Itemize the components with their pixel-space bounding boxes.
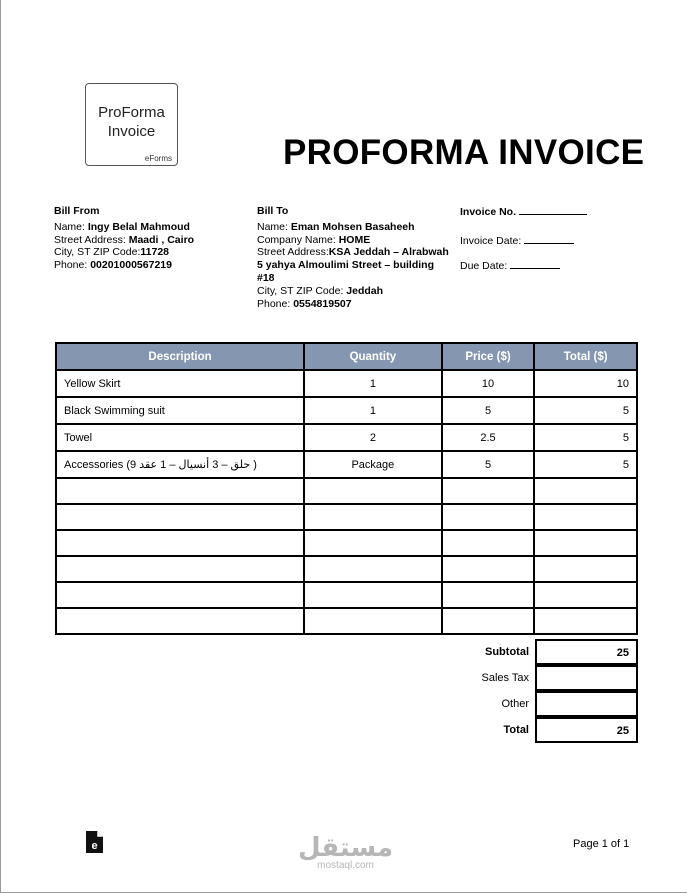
empty-cell[interactable]: [442, 608, 535, 634]
company-label: Company Name:: [257, 233, 339, 246]
logo-line-2: Invoice: [107, 123, 156, 140]
invoice-number-line: [460, 205, 587, 218]
empty-cell[interactable]: [442, 530, 535, 556]
watermark-arabic: مستقل: [298, 833, 394, 863]
table-row: [56, 451, 637, 478]
item-quantity[interactable]: 2: [304, 424, 442, 451]
empty-cell[interactable]: [304, 530, 442, 556]
total-value[interactable]: 25: [535, 717, 638, 743]
item-description[interactable]: Yellow Skirt: [56, 370, 304, 397]
item-description[interactable]: Black Swimming suit: [56, 397, 304, 424]
line-items-table: [55, 342, 638, 635]
phone-label: Phone:: [257, 297, 294, 310]
logo-tag: eForms: [144, 154, 172, 163]
bill-to-name: Eman Mohsen Basaheeh: [290, 220, 415, 233]
subtotal-value[interactable]: 25: [535, 639, 638, 665]
empty-table-row: [56, 478, 637, 504]
empty-cell[interactable]: [534, 504, 637, 530]
item-price[interactable]: 2.5: [442, 424, 535, 451]
item-total[interactable]: 5: [534, 424, 637, 451]
bill-from-name-line: [54, 221, 249, 234]
sales-tax-value[interactable]: [535, 665, 638, 691]
empty-table-row: [56, 608, 637, 634]
empty-table-row: [56, 504, 637, 530]
subtotal-label: Subtotal: [485, 646, 529, 658]
bill-to-name-line: [257, 221, 452, 234]
bill-to-city: Jeddah: [346, 284, 384, 297]
city-label: City, ST ZIP Code:: [257, 284, 347, 297]
bill-from-name: Ingy Belal Mahmoud: [87, 220, 190, 233]
empty-cell[interactable]: [304, 608, 442, 634]
bill-from-heading: Bill From: [54, 205, 100, 217]
total-label: Total: [503, 724, 529, 736]
empty-cell[interactable]: [56, 608, 304, 634]
item-description[interactable]: Towel: [56, 424, 304, 451]
watermark-url: mostaql.com: [317, 860, 374, 871]
empty-cell[interactable]: [56, 504, 304, 530]
table-row: [56, 424, 637, 451]
item-quantity[interactable]: 1: [304, 397, 442, 424]
due-date-field[interactable]: [510, 259, 560, 269]
table-row: [56, 370, 637, 397]
due-date-line: [460, 259, 560, 272]
eforms-document-icon: [86, 831, 103, 853]
bill-to-company-line: [257, 234, 452, 247]
bill-to-address-line: [257, 246, 452, 284]
empty-cell[interactable]: [304, 478, 442, 504]
bill-to-phone: 0554819507: [293, 297, 352, 310]
empty-cell[interactable]: [442, 556, 535, 582]
bill-from-section: [54, 205, 249, 272]
empty-cell[interactable]: [304, 582, 442, 608]
logo-line-1: ProForma: [98, 104, 165, 121]
page-number: Page 1 of 1: [573, 838, 630, 850]
empty-cell[interactable]: [56, 478, 304, 504]
item-quantity[interactable]: Package: [304, 451, 442, 478]
empty-cell[interactable]: [56, 556, 304, 582]
empty-cell[interactable]: [442, 478, 535, 504]
item-total[interactable]: 10: [534, 370, 637, 397]
column-header-price: Price ($): [442, 343, 535, 370]
other-label: Other: [501, 698, 529, 710]
empty-cell[interactable]: [442, 504, 535, 530]
svg-text:e: e: [91, 840, 98, 852]
bill-to-heading: Bill To: [257, 205, 289, 217]
bill-to-phone-line: [257, 298, 452, 311]
address-label: Street Address:: [54, 233, 129, 246]
empty-cell[interactable]: [534, 478, 637, 504]
sales-tax-label: Sales Tax: [481, 672, 529, 684]
column-header-description: Description: [56, 343, 304, 370]
bill-from-phone: 00201000567219: [90, 259, 172, 272]
city-label: City, ST ZIP Code:: [54, 246, 141, 259]
item-total[interactable]: 5: [534, 451, 637, 478]
bill-from-address: Maadi , Cairo: [128, 233, 195, 246]
bill-to-city-line: [257, 285, 452, 298]
item-quantity[interactable]: 1: [304, 370, 442, 397]
empty-cell[interactable]: [56, 530, 304, 556]
bill-to-section: [257, 205, 452, 310]
empty-cell[interactable]: [534, 582, 637, 608]
item-description[interactable]: Accessories (9 حلق – 3 أنسيال – 1 عقد ): [56, 451, 304, 478]
item-price[interactable]: 5: [442, 397, 535, 424]
bill-from-city-line: [54, 246, 249, 259]
name-label: Name:: [257, 220, 291, 233]
address-label: Street Address:: [257, 246, 329, 259]
empty-cell[interactable]: [304, 556, 442, 582]
due-date-label: Due Date:: [460, 260, 508, 272]
table-header-row: [56, 343, 637, 370]
bill-from-phone-line: [54, 259, 249, 272]
invoice-date-field[interactable]: [524, 234, 574, 244]
bill-from-address-line: [54, 234, 249, 247]
empty-cell[interactable]: [534, 530, 637, 556]
item-total[interactable]: 5: [534, 397, 637, 424]
mostaql-watermark: [298, 834, 393, 871]
empty-cell[interactable]: [304, 504, 442, 530]
other-value[interactable]: [535, 691, 638, 717]
proforma-invoice-logo: [85, 83, 178, 166]
invoice-date-line: [460, 234, 574, 247]
invoice-number-field[interactable]: [519, 205, 587, 215]
column-header-total: Total ($): [534, 343, 637, 370]
empty-cell[interactable]: [442, 582, 535, 608]
empty-cell[interactable]: [56, 582, 304, 608]
column-header-quantity: Quantity: [304, 343, 442, 370]
table-row: [56, 397, 637, 424]
phone-label: Phone:: [54, 259, 91, 272]
invoice-number-label: Invoice No.: [460, 206, 517, 218]
name-label: Name:: [54, 220, 88, 233]
bill-from-city: 11728: [140, 246, 169, 259]
bill-to-address: KSA Jeddah – Alrabwah 5 yahya Almoulimi Street – building #18: [257, 246, 449, 284]
invoice-date-label: Invoice Date:: [460, 235, 522, 247]
empty-cell[interactable]: [534, 556, 637, 582]
page-title: PROFORMA INVOICE: [283, 133, 645, 172]
empty-table-row: [56, 582, 637, 608]
empty-cell[interactable]: [534, 608, 637, 634]
item-price[interactable]: 5: [442, 451, 535, 478]
item-price[interactable]: 10: [442, 370, 535, 397]
empty-table-row: [56, 556, 637, 582]
empty-table-row: [56, 530, 637, 556]
bill-to-company: HOME: [338, 233, 371, 246]
